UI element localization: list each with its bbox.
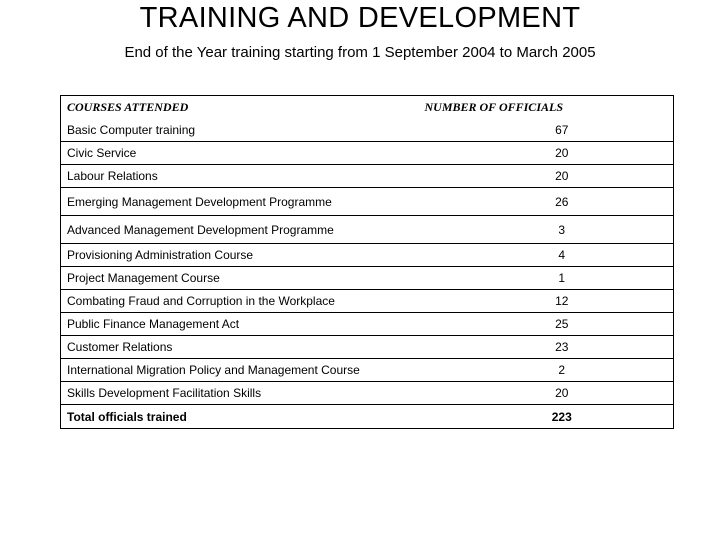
course-name: International Migration Policy and Management Course — [61, 359, 421, 382]
officials-count: 4 — [421, 244, 674, 267]
table-row — [61, 313, 674, 336]
column-header-officials: NUMBER OF OFFICIALS — [421, 96, 674, 120]
course-name: Project Management Course — [61, 267, 421, 290]
course-name: Advanced Management Development Programme — [61, 216, 421, 244]
table-row — [61, 119, 674, 142]
course-name: Public Finance Management Act — [61, 313, 421, 336]
table-row — [61, 142, 674, 165]
course-name: Combating Fraud and Corruption in the Workplace — [61, 290, 421, 313]
course-name: Emerging Management Development Programme — [61, 188, 421, 216]
total-count: 223 — [421, 405, 674, 429]
table-row — [61, 382, 674, 405]
table-row — [61, 290, 674, 313]
total-label: Total officials trained — [61, 405, 421, 429]
table-header-row — [61, 96, 674, 120]
table-row — [61, 216, 674, 244]
page-subtitle: End of the Year training starting from 1 September 2004 to March 2005 — [124, 44, 596, 61]
officials-count: 26 — [421, 188, 674, 216]
table-row — [61, 267, 674, 290]
officials-count: 20 — [421, 142, 674, 165]
table-row — [61, 188, 674, 216]
officials-count: 1 — [421, 267, 674, 290]
course-name: Skills Development Facilitation Skills — [61, 382, 421, 405]
officials-count: 2 — [421, 359, 674, 382]
training-table — [60, 95, 674, 429]
table-row — [61, 336, 674, 359]
officials-count: 25 — [421, 313, 674, 336]
officials-count: 3 — [421, 216, 674, 244]
column-header-courses: COURSES ATTENDED — [61, 96, 421, 120]
officials-count: 67 — [421, 119, 674, 142]
course-name: Basic Computer training — [61, 119, 421, 142]
table-row — [61, 165, 674, 188]
table-row — [61, 244, 674, 267]
officials-count: 12 — [421, 290, 674, 313]
course-name: Customer Relations — [61, 336, 421, 359]
course-name: Provisioning Administration Course — [61, 244, 421, 267]
page-title: TRAINING AND DEVELOPMENT — [139, 2, 581, 34]
course-name: Civic Service — [61, 142, 421, 165]
officials-count: 23 — [421, 336, 674, 359]
total-row — [61, 405, 674, 429]
table-row — [61, 359, 674, 382]
officials-count: 20 — [421, 382, 674, 405]
course-name: Labour Relations — [61, 165, 421, 188]
officials-count: 20 — [421, 165, 674, 188]
